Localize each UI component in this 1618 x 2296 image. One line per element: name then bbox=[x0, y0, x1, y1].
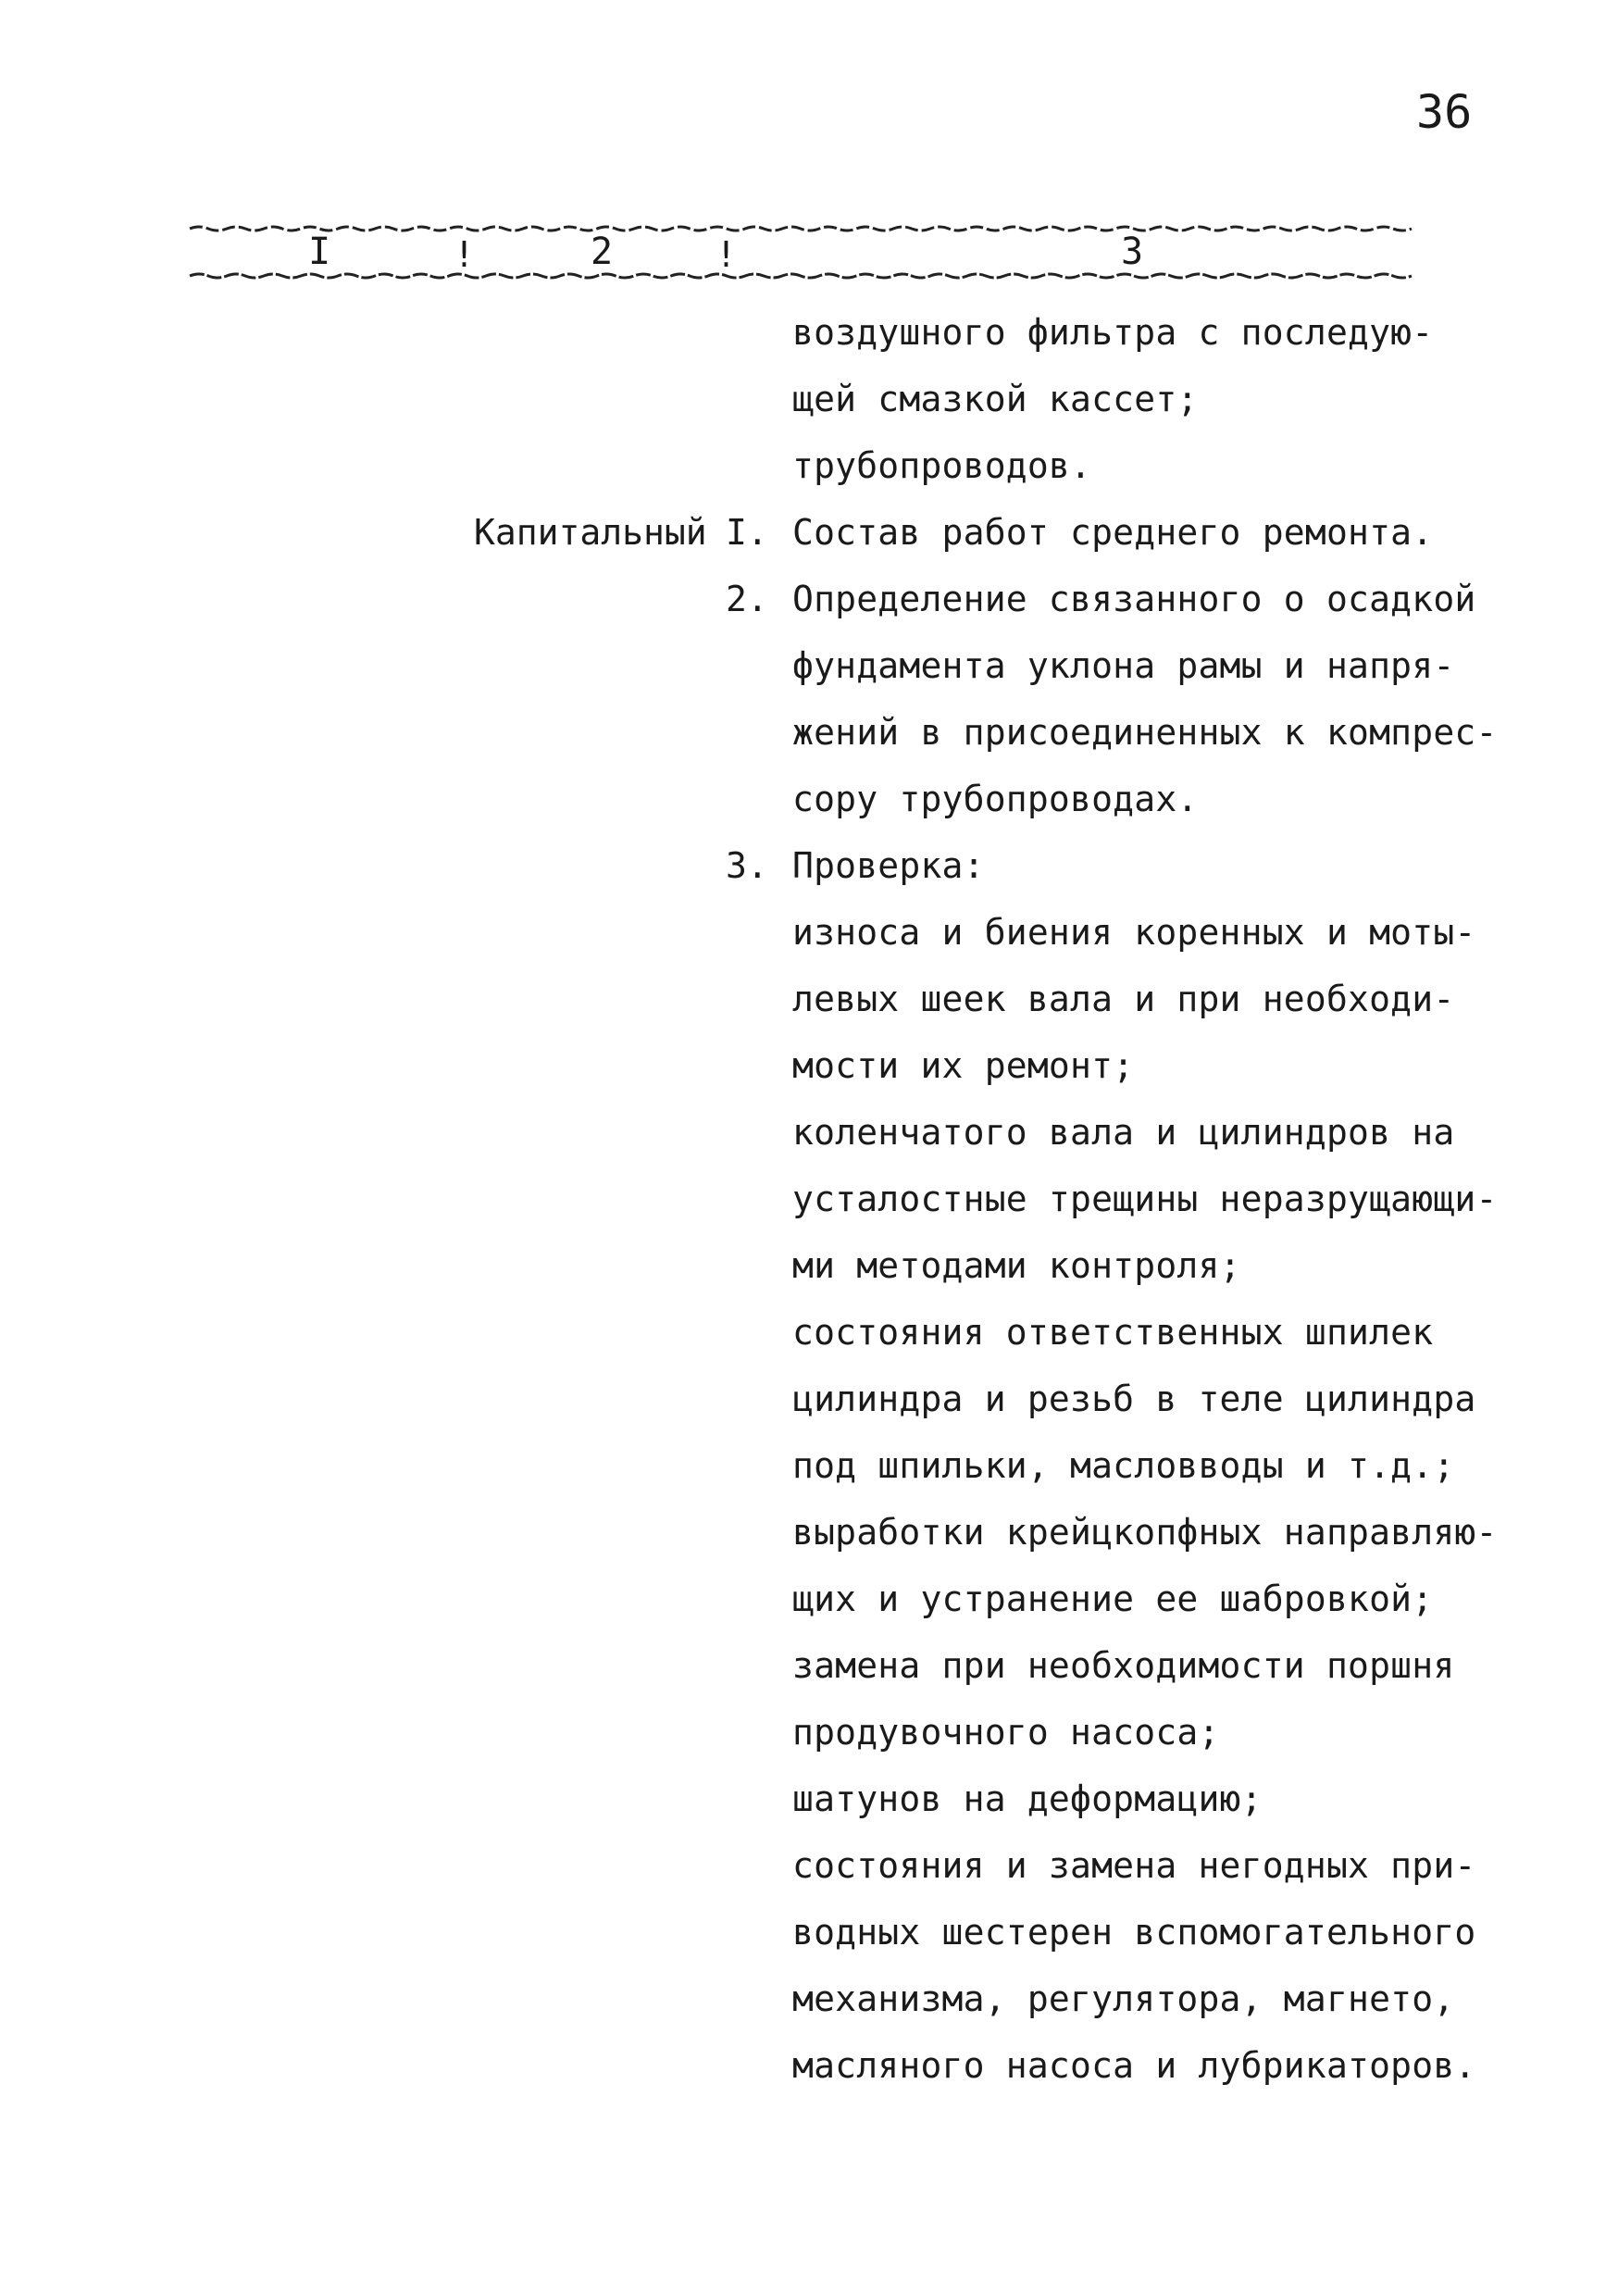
header-bottom-rule bbox=[190, 274, 1412, 278]
text-line: под шпильки, масловводы и т.д.; bbox=[792, 1445, 1455, 1486]
text-line: мости их ремонт; bbox=[792, 1045, 1135, 1086]
header-top-rule bbox=[190, 227, 1412, 231]
text-line: Определение связанного о осадкой bbox=[792, 579, 1476, 619]
column-separator-1: ! bbox=[454, 234, 475, 275]
column-header-3: 3 bbox=[1121, 231, 1144, 273]
text-line: сору трубопроводах. bbox=[792, 779, 1199, 819]
text-line: механизма, регулятора, магнето, bbox=[792, 1978, 1455, 2019]
text-line: состояния ответственных шпилек bbox=[792, 1312, 1434, 1353]
text-line: шатунов на деформацию; bbox=[792, 1778, 1263, 1819]
text-line: масляного насоса и лубрикаторов. bbox=[792, 2045, 1476, 2086]
text-line: щей смазкой кассет; bbox=[792, 379, 1199, 419]
text-line: Проверка: bbox=[792, 845, 985, 886]
item-number-1: I. bbox=[726, 512, 768, 553]
item-number-2: 2. bbox=[726, 579, 768, 619]
column-separator-2: ! bbox=[716, 234, 737, 275]
table-header-rules bbox=[0, 0, 1618, 296]
text-line: ми методами контроля; bbox=[792, 1245, 1241, 1286]
text-line: водных шестерен вспомогательного bbox=[792, 1912, 1476, 1953]
text-line: замена при необходимости поршня bbox=[792, 1645, 1455, 1686]
text-line: продувочного насоса; bbox=[792, 1712, 1220, 1753]
text-line: коленчатого вала и цилиндров на bbox=[792, 1112, 1455, 1153]
text-line: усталостные трещины неразрущающи- bbox=[792, 1179, 1498, 1219]
column-header-1: I bbox=[308, 231, 331, 273]
text-line: цилиндра и резьб в теле цилиндра bbox=[792, 1379, 1476, 1419]
text-line: жений в присоединенных к компрес- bbox=[792, 712, 1498, 753]
item-number-3: 3. bbox=[726, 845, 768, 886]
text-line: фундамента уклона рамы и напря- bbox=[792, 645, 1455, 686]
text-line: Состав работ среднего ремонта. bbox=[792, 512, 1434, 553]
text-line: щих и устранение ее шабровкой; bbox=[792, 1578, 1434, 1619]
column-header-2: 2 bbox=[591, 231, 614, 273]
repair-type-label: Капитальный bbox=[474, 512, 707, 553]
text-line: износа и биения коренных и моты- bbox=[792, 912, 1476, 953]
text-line: левых шеек вала и при необходи- bbox=[792, 979, 1455, 1019]
text-line: воздушного фильтра с последую- bbox=[792, 312, 1434, 353]
text-line: выработки крейцкопфных направляю- bbox=[792, 1512, 1498, 1553]
text-line: состояния и замена негодных при- bbox=[792, 1845, 1476, 1886]
page-number: 36 bbox=[1416, 85, 1473, 139]
text-line: трубопроводов. bbox=[792, 445, 1092, 486]
